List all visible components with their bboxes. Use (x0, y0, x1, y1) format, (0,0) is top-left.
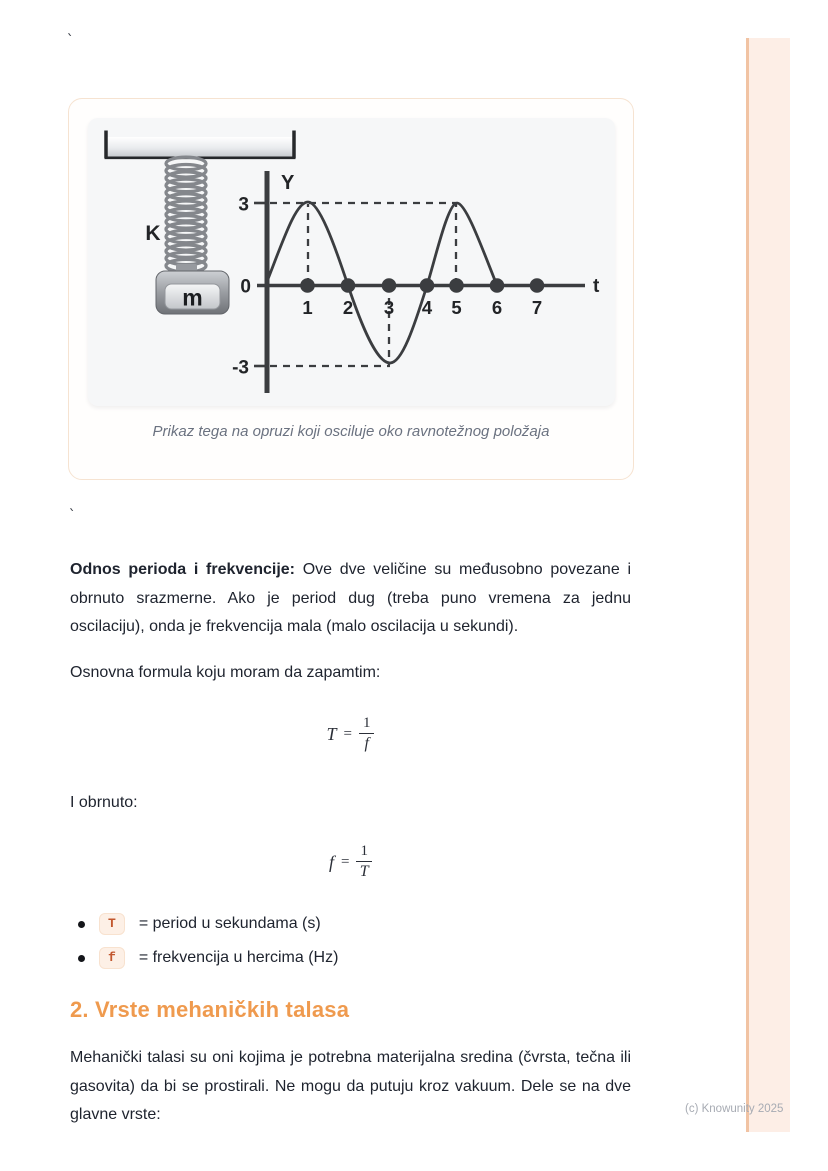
spring-oscillation-figure (88, 118, 615, 406)
code-badge-f: f (99, 947, 125, 969)
figure-caption: Prikaz tega na opruzi koji osciluje oko ravnotežnog položaja (152, 423, 550, 440)
page-side-strip (746, 38, 790, 1132)
formula-frequency-denominator: T (359, 863, 369, 880)
y-tick-neg3: -3 (232, 357, 249, 379)
section-heading-mechanical-waves: 2. Vrste mehaničkih talasa (70, 997, 350, 1022)
y-axis-label: Y (281, 172, 295, 194)
formula-period-lhs: T (326, 723, 337, 744)
t-tick-6: 6 (491, 297, 503, 318)
t-tick-2: 2 (342, 297, 354, 318)
formula-frequency-numerator: 1 (356, 844, 372, 862)
bullet-icon (78, 921, 85, 928)
t-tick-1: 1 (302, 297, 313, 318)
formula-frequency-fraction (356, 844, 372, 880)
paragraph-inverse-intro: I obrnuto: (70, 794, 138, 811)
knowunity-watermark: (c) Knowunity 2025 (685, 1103, 784, 1115)
t-tick-3: 3 (383, 297, 395, 318)
stray-backtick-mid: ` (68, 508, 77, 524)
spring-coil (166, 157, 206, 272)
figure-card (68, 98, 634, 480)
t-axis-label: t (593, 276, 600, 297)
t-tick-4: 4 (421, 297, 433, 318)
y-tick-0: 0 (240, 276, 251, 298)
formula-frequency-equals: = (341, 853, 350, 870)
paragraph-formula-intro: Osnovna formula koju moram da zapamtim: (70, 664, 381, 681)
paragraph-period-frequency (70, 556, 631, 642)
t-tick-7: 7 (531, 297, 543, 318)
paragraph-mechanical-waves: Mehanički talasi su oni kojima je potrebna materijalna sredina (čvrsta, tečna ili gasovita) da bi se prostirali. Ne mogu da putuju kroz vakuum. Dele se na dve glavne vrste: (70, 1049, 631, 1123)
stray-backtick-top: ` (66, 33, 75, 49)
paragraph-lead-rest: Ove dve veličine su međusobno povezane i obrnuto srazmerne. Ako je period dug (treba puno vremena za jednu oscilaciju), onda je frekvencija mala (malo oscilacija u sekundi). (70, 561, 632, 635)
formula-frequency (70, 844, 631, 880)
t-tick-5: 5 (451, 297, 462, 318)
formula-period-numerator: 1 (359, 716, 375, 734)
list-item (70, 947, 631, 969)
formula-period-denominator: f (364, 735, 369, 752)
bullet-text: = period u sekundama (s) (138, 915, 321, 932)
code-badge-T: T (99, 913, 125, 935)
formula-period-fraction (359, 716, 375, 752)
figure-panel (88, 118, 615, 406)
bullet-icon (78, 955, 85, 962)
formula-frequency-lhs: f (329, 851, 335, 872)
ceiling-mount (105, 131, 296, 159)
mass-block (156, 264, 229, 314)
paragraph-lead-bold: Odnos perioda i frekvencije: (70, 561, 295, 578)
formula-period (70, 716, 631, 752)
definition-list (70, 913, 631, 969)
mass-label: m (182, 284, 203, 311)
bullet-text: = frekvencija u hercima (Hz) (138, 949, 339, 966)
list-item (70, 913, 631, 935)
spring-constant-label: K (145, 222, 161, 245)
formula-period-equals: = (343, 725, 352, 742)
y-tick-3: 3 (238, 194, 249, 216)
